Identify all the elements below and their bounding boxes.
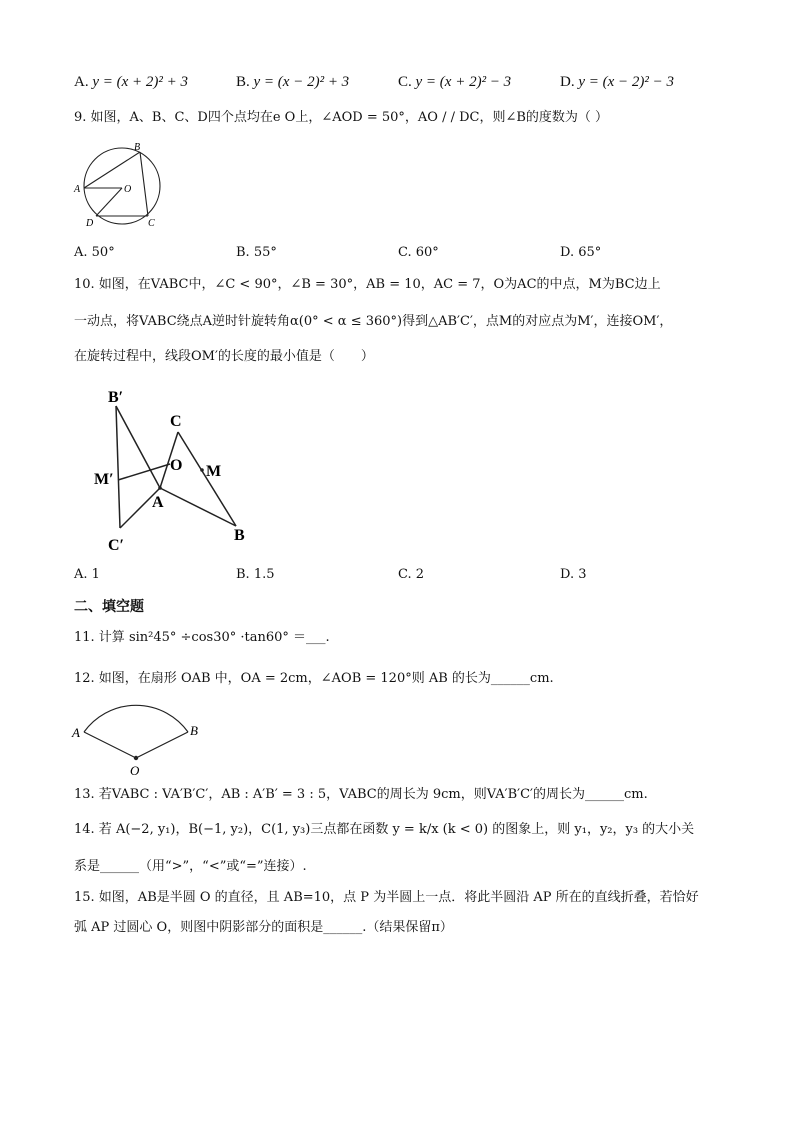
- q9-option-c: C. 60°: [398, 245, 439, 260]
- segment-b1-a: [116, 406, 160, 488]
- circle-o: [84, 148, 160, 224]
- q13-stem: 13. 若VABC : VA′B′C′，AB : A′B′ = 3 : 5，VABC的周长为 9cm，则VA′B′C′的周长为______cm.: [74, 787, 648, 802]
- q10-rotation-figure: [90, 382, 260, 558]
- segment-od: [96, 188, 122, 216]
- q10-line-1: 10. 如图，在VABC中，∠C < 90°，∠B = 30°，AB = 10，AC = 7，O为AC的中点，M为BC边上: [74, 277, 661, 292]
- label-o: O: [124, 184, 132, 195]
- q14-line-1: 14. 若 A(−2, y₁)，B(−1, y₂)，C(1, y₃)三点都在函数 y = k/x (k < 0) 的图象上，则 y₁，y₂，y₃ 的大小关: [74, 822, 695, 837]
- label-a: A: [74, 184, 81, 195]
- q12-sector-figure: [68, 690, 208, 780]
- section-title-fill-in: 二、填空题: [74, 599, 144, 615]
- q10-option-b: B. 1.5: [236, 567, 275, 582]
- label-o: O: [170, 457, 183, 474]
- label-b: B: [134, 142, 141, 153]
- point-m: [200, 468, 204, 472]
- label-m: M: [206, 463, 222, 480]
- sector-arc: [84, 705, 188, 732]
- radius-oa: [84, 732, 136, 758]
- radius-ob: [136, 732, 188, 758]
- q9-option-d: D. 65°: [560, 245, 602, 260]
- segment-ab: [84, 152, 140, 188]
- q9-stem: 9. 如图，A、B、C、D四个点均在e O上，∠AOD = 50°，AO / / DC，则∠B的度数为（ ）: [74, 110, 609, 125]
- label-a: A: [72, 725, 80, 740]
- q14-line-2: 系是______（用“>”，“<”或“=”连接）.: [74, 859, 307, 874]
- q8-option-d: D. y = (x − 2)² − 3: [560, 74, 675, 90]
- label-a: A: [152, 494, 164, 511]
- label-c: C: [170, 413, 182, 430]
- q15-line-2: 弧 AP 过圆心 O，则图中阴影部分的面积是______.（结果保留π）: [74, 920, 453, 935]
- label-b: B: [190, 723, 198, 738]
- label-b-prime: B′: [108, 389, 124, 406]
- q9-option-b: B. 55°: [236, 245, 277, 260]
- label-m-prime: M′: [94, 471, 114, 488]
- label-c-prime: C′: [108, 537, 125, 554]
- q9-option-a: A. 50°: [74, 245, 115, 260]
- q8-option-a: A. y = (x + 2)² + 3: [74, 74, 189, 90]
- q10-line-3: 在旋转过程中，线段OM′的长度的最小值是（ ）: [74, 349, 374, 364]
- q10-line-2: 一动点，将VABC绕点A逆时针旋转角α(0° < α ≤ 360°)得到△AB′C′，点M的对应点为M′，连接OM′，: [74, 314, 673, 329]
- q10-option-a: A. 1: [74, 567, 100, 582]
- q8-option-c: C. y = (x + 2)² − 3: [398, 74, 512, 90]
- label-b: B: [234, 527, 245, 544]
- label-o: O: [130, 763, 140, 778]
- q15-line-1: 15. 如图，AB是半圆 O 的直径，且 AB=10，点 P 为半圆上一点．将此半圆沿 AP 所在的直线折叠，若恰好: [74, 890, 699, 905]
- q8-option-b: B. y = (x − 2)² + 3: [236, 74, 350, 90]
- label-d: D: [86, 218, 94, 229]
- segment-m1-o: [118, 464, 170, 480]
- q11-stem: 11. 计算 sin²45° ÷cos30° ·tan60° ＝___.: [74, 630, 330, 645]
- label-c: C: [148, 218, 155, 229]
- q10-option-d: D. 3: [560, 567, 587, 582]
- point-a: [158, 486, 162, 490]
- segment-bc: [140, 152, 148, 216]
- center-o: [134, 756, 138, 760]
- q10-option-c: C. 2: [398, 567, 425, 582]
- segment-b1-c1: [116, 406, 120, 528]
- q9-circle-figure: [72, 138, 168, 230]
- q12-stem: 12. 如图，在扇形 OAB 中，OA = 2cm，∠AOB = 120°则 AB 的长为______cm.: [74, 671, 554, 686]
